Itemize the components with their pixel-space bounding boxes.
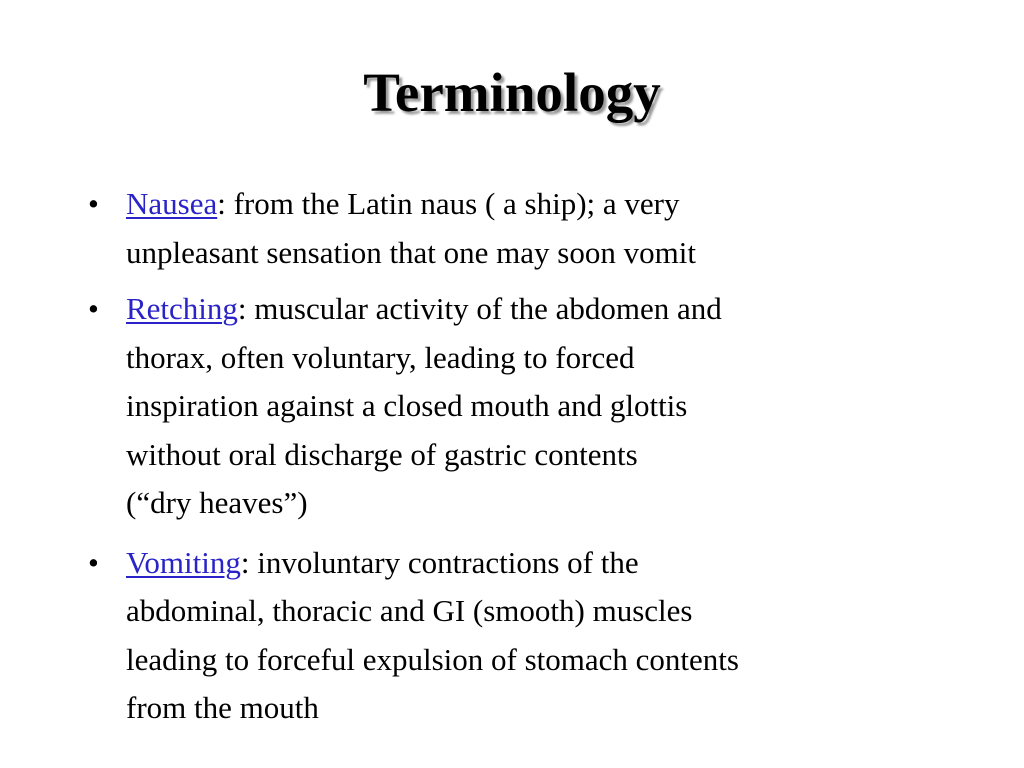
nausea-link[interactable]: Nausea xyxy=(126,186,218,221)
retching-link[interactable]: Retching xyxy=(126,291,238,326)
slide-title: Terminology xyxy=(363,62,661,123)
nausea-definition-line: unpleasant sensation that one may soon vomit xyxy=(126,234,696,270)
vomiting-definition-line: leading to forceful expulsion of stomach contents xyxy=(126,641,739,677)
vomiting-definition-line: from the mouth xyxy=(126,690,319,725)
retching-definition-line: (“dry heaves”) xyxy=(126,485,308,520)
vomiting-definition-line: abdominal, thoracic and GI (smooth) muscles xyxy=(126,593,693,628)
retching-definition-line: : muscular activity of the abdomen and xyxy=(237,291,722,326)
retching-definition-line: without oral discharge of gastric contents xyxy=(126,436,638,472)
vomiting-link[interactable]: Vomiting xyxy=(126,544,241,580)
retching-definition-line: inspiration against a closed mouth and glottis xyxy=(126,388,688,423)
term-item-vomiting xyxy=(88,539,928,733)
term-item-nausea xyxy=(88,180,928,277)
bullet-icon: • xyxy=(88,291,99,326)
vomiting-definition-line: : involuntary contractions of the xyxy=(240,544,639,580)
nausea-definition-line: : from the Latin naus ( a ship); a very xyxy=(217,186,680,221)
bullet-icon: • xyxy=(88,544,99,580)
term-item-retching xyxy=(88,285,928,528)
retching-definition-line: thorax, often voluntary, leading to forced xyxy=(126,339,635,375)
bullet-icon: • xyxy=(88,186,99,221)
terminology-list xyxy=(88,180,928,741)
